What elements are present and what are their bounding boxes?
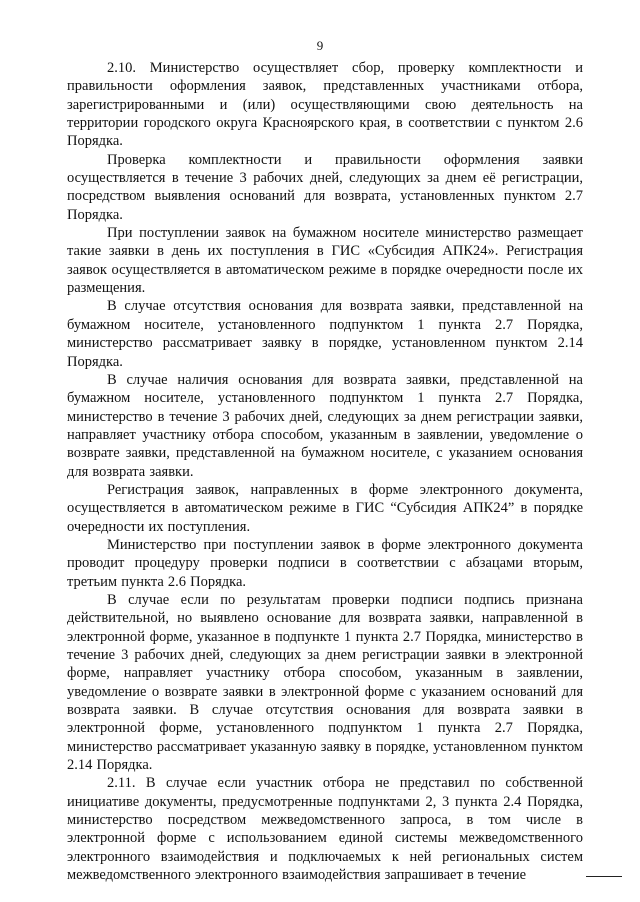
paragraph-electronic-registration: Регистрация заявок, направленных в форме электронного документа, осуществляется в автоматическом режиме в ГИС “Субсидия АПК24” в порядке очередности их поступления. xyxy=(67,481,583,535)
paragraph-2-11: 2.11. В случае если участник отбора не представил по собственной инициативе документы, предусмотренные подпунктами 2, 3 пункта 2.4 Порядка, министерство посредством межведомственного запроса, в том числе в электронной форме с использованием единой системы межведомственного электронного взаимодействия и подключаемых к ней региональных систем межведомственного электронного взаимодействия запрашивает в течение xyxy=(67,775,583,884)
paragraph-signature-valid: В случае если по результатам проверки подписи подпись признана действительной, но выявлено основание для возврата заявки, направленной в электронной форме, указанное в подпункте 1 пункта 2.7 Порядка, министерство в течение 3 рабочих дней, следующих за днем регистрации заявки в электронной форме, направляет участнику отбора способом, указанным в заявлении, уведомление о возврате заявки в электронной форме с указанием оснований для возврата заявки. В случае отсутствия основания для возврата заявки в электронной форме, установленного подпунктом 1 пункта 2.7 Порядка, министерство рассматривает указанную заявку в порядке, установленном пунктом 2.14 Порядка. xyxy=(67,591,583,774)
page-number: 9 xyxy=(316,38,324,53)
footer-rule xyxy=(586,876,622,877)
paragraph-no-return-grounds-paper: В случае отсутствия основания для возврата заявки, представленной на бумажном носителе, установленного подпунктом 1 пункта 2.7 Порядка, министерство рассматривает заявку в порядке, установленном пунктом 2.14 Порядка. xyxy=(67,298,583,370)
paragraph-check-completeness: Проверка комплектности и правильности оформления заявки осуществляется в течение 3 рабочих дней, следующих за днем её регистрации, посредством выявления оснований для возврата, установленных пунктом 2.7 Порядка. xyxy=(67,151,583,223)
paragraph-paper-applications: При поступлении заявок на бумажном носителе министерство размещает такие заявки в день их поступления в ГИС «Субсидия АПК24». Регистрация заявок осуществляется в автоматическом режиме в порядке очередности после их размещения. xyxy=(67,225,583,297)
paragraph-2-10: 2.10. Министерство осуществляет сбор, проверку комплектности и правильности оформления заявок, представленных участниками отбора, зарегистрированными и (или) осуществляющими свою деятельность на территории городского округа Красноярского края, в соответствии с пунктом 2.6 Порядка. xyxy=(67,60,583,150)
paragraph-return-grounds-paper: В случае наличия основания для возврата заявки, представленной на бумажном носителе, установленного подпунктом 1 пункта 2.7 Порядка, министерство в течение 3 рабочих дней, следующих за днем регистрации заявки, направляет участнику отбора способом, указанным в заявлении, уведомление о возврате заявки, представленной на бумажном носителе, с указанием основания для возврата заявки. xyxy=(67,371,583,480)
page-body xyxy=(67,59,583,884)
paragraph-signature-check: Министерство при поступлении заявок в форме электронного документа проводит процедуру проверки подписи в соответствии с абзацами вторым, третьим пункта 2.6 Порядка. xyxy=(67,536,583,590)
